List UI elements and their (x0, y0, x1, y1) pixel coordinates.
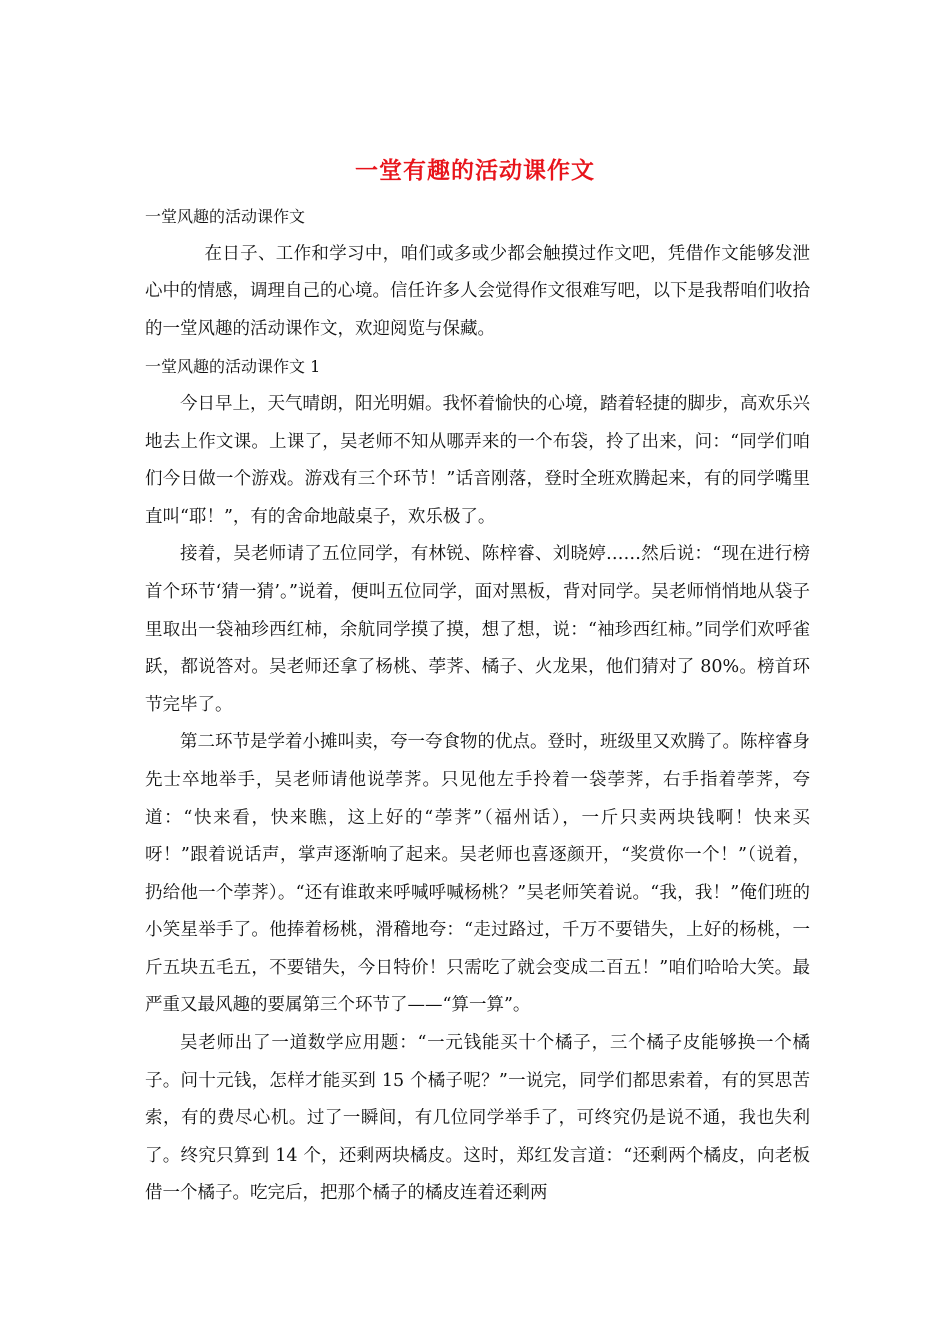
intro-paragraph: 在日子、工作和学习中，咱们或多或少都会触摸过作文吧，凭借作文能够发泄心中的情感，调理自己的心境。信任许多人会觉得作文很难写吧，以下是我帮咱们收拾的一堂风趣的活动课作文，欢迎阅览与保藏。 (145, 243, 810, 339)
body-paragraph-1: 今日早上，天气晴朗，阳光明媚。我怀着愉快的心境，踏着轻捷的脚步，高欢乐兴地去上作文课。上课了，吴老师不知从哪弄来的一个布袋，拎了出来，问：“同学们咱们今日做一个游戏。游戏有三个环节！”话音刚落，登时全班欢腾起来，有的同学嘴里直叫“耶！”，有的舍命地敲桌子，欢乐极了。 (145, 393, 810, 527)
document-title: 一堂有趣的活动课作文 (355, 157, 595, 184)
document-subtitle: 一堂风趣的活动课作文 (145, 207, 306, 226)
body-paragraph-2: 接着，吴老师请了五位同学，有林锐、陈梓睿、刘晓婷……然后说：“现在进行榜首个环节‘猜一猜’。”说着，便叫五位同学，面对黑板，背对同学。吴老师悄悄地从袋子里取出一袋袖珍西红柿，余航同学摸了摸，想了想，说：“袖珍西红柿。”同学们欢呼雀跃，都说答对。吴老师还拿了杨桃、荸荠、橘子、火龙果，他们猜对了 80%。榜首环节完毕了。 (145, 544, 810, 715)
document-body (145, 198, 810, 1213)
body-paragraph-3: 第二环节是学着小摊叫卖，夸一夸食物的优点。登时，班级里又欢腾了。陈梓睿身先士卒地举手，吴老师请他说荸荠。只见他左手拎着一袋荸荠，右手指着荸荠，夸道：“快来看，快来瞧，这上好的“荸荠”（福州话），一斤只卖两块钱啊！快来买呀！”跟着说话声，掌声逐渐响了起来。吴老师也喜逐颜开，“奖赏你一个！”（说着，扔给他一个荸荠）。“还有谁敢来呼喊呼喊杨桃？”吴老师笑着说。“我，我！”俺们班的小笑星举手了。他捧着杨桃，滑稽地夸：“走过路过，千万不要错失，上好的杨桃，一斤五块五毛五，不要错失，今日特价！只需吃了就会变成二百五！”咱们哈哈大笑。最严重又最风趣的要属第三个环节了——“算一算”。 (145, 732, 810, 1016)
body-paragraph-4: 吴老师出了一道数学应用题：“一元钱能买十个橘子，三个橘子皮能够换一个橘子。问十元钱，怎样才能买到 15 个橘子呢？”一说完，同学们都思索着，有的冥思苦索，有的费尽心机。过了一瞬间，有几位同学举手了，可终究仍是说不通，我也失利了。终究只算到 14 个，还剩两块橘皮。这时，郑红发言道：“还剩两个橘皮，向老板借一个橘子。吃完后，把那个橘子的橘皮连着还剩两 (145, 1033, 810, 1204)
section-heading: 一堂风趣的活动课作文 1 (145, 357, 321, 377)
